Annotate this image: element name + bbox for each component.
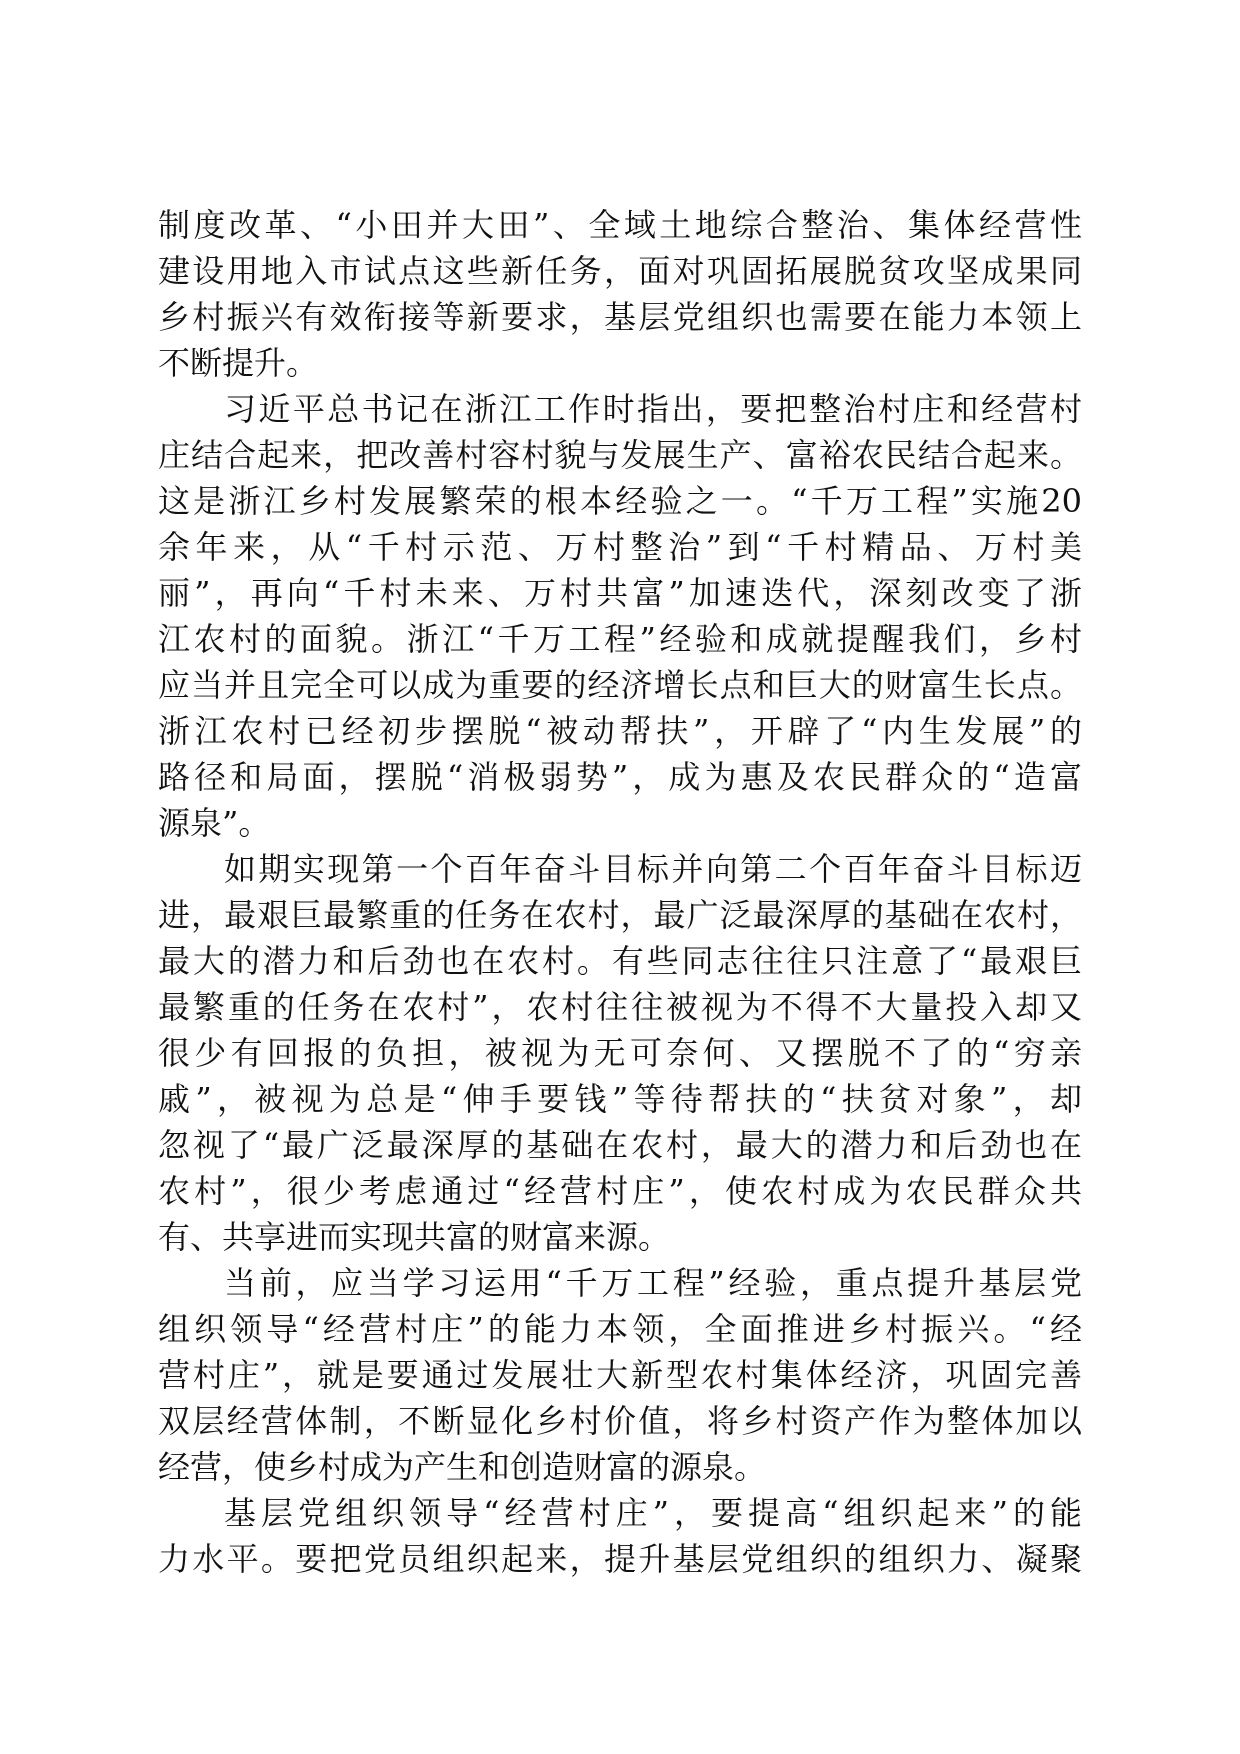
text-line: 基层党组织领导“经营村庄”，要提高“组织起来”的能 — [224, 1494, 1082, 1532]
text-line: 力水平。要把党员组织起来，提升基层党组织的组织力、凝聚 — [158, 1540, 1082, 1578]
paragraph-5 — [158, 1490, 1082, 1582]
text-line: 浙江农村已经初步摆脱“被动帮扶”，开辟了“内生发展”的 — [158, 712, 1082, 750]
text-line: 农村”，很少考虑通过“经营村庄”，使农村成为农民群众共 — [158, 1172, 1082, 1210]
text-line: 江农村的面貌。浙江“千万工程”经验和成就提醒我们，乡村 — [158, 620, 1082, 658]
text-line: 余年来，从“千村示范、万村整治”到“千村精品、万村美 — [158, 528, 1082, 566]
paragraph-4 — [158, 1260, 1082, 1490]
text-line: 进，最艰巨最繁重的任务在农村，最广泛最深厚的基础在农村， — [158, 896, 1082, 934]
text-line: 营村庄”，就是要通过发展壮大新型农村集体经济，巩固完善 — [158, 1356, 1082, 1394]
body-text — [158, 202, 1082, 1582]
paragraph-3 — [158, 846, 1082, 1260]
text-line: 最繁重的任务在农村”，农村往往被视为不得不大量投入却又 — [158, 988, 1082, 1026]
text-line: 建设用地入市试点这些新任务，面对巩固拓展脱贫攻坚成果同 — [158, 252, 1082, 290]
text-line: 应当并且完全可以成为重要的经济增长点和巨大的财富生长点。 — [158, 666, 1082, 704]
text-line: 丽”，再向“千村未来、万村共富”加速迭代，深刻改变了浙 — [158, 574, 1082, 612]
text-line: 如期实现第一个百年奋斗目标并向第二个百年奋斗目标迈 — [224, 850, 1082, 888]
paragraph-1 — [158, 202, 1082, 386]
text-line: 当前，应当学习运用“千万工程”经验，重点提升基层党 — [224, 1264, 1082, 1302]
text-line: 这是浙江乡村发展繁荣的根本经验之一。“千万工程”实施20 — [158, 482, 1082, 520]
text-line: 双层经营体制，不断显化乡村价值，将乡村资产作为整体加以 — [158, 1402, 1082, 1440]
text-line: 路径和局面，摆脱“消极弱势”，成为惠及农民群众的“造富 — [158, 758, 1082, 796]
text-line: 源泉”。 — [158, 804, 271, 842]
text-line: 有、共享进而实现共富的财富来源。 — [158, 1218, 671, 1256]
text-line: 经营，使乡村成为产生和创造财富的源泉。 — [158, 1448, 767, 1486]
text-line: 忽视了“最广泛最深厚的基础在农村，最大的潜力和后劲也在 — [158, 1126, 1082, 1164]
text-line: 戚”，被视为总是“伸手要钱”等待帮扶的“扶贫对象”，却 — [158, 1080, 1082, 1118]
text-line: 很少有回报的负担，被视为无可奈何、又摆脱不了的“穷亲 — [158, 1034, 1082, 1072]
paragraph-2 — [158, 386, 1082, 846]
text-line: 习近平总书记在浙江工作时指出，要把整治村庄和经营村 — [224, 390, 1082, 428]
text-line: 最大的潜力和后劲也在农村。有些同志往往只注意了“最艰巨 — [158, 942, 1082, 980]
text-line: 制度改革、“小田并大田”、全域土地综合整治、集体经营性 — [158, 206, 1082, 244]
text-line: 庄结合起来，把改善村容村貌与发展生产、富裕农民结合起来。 — [158, 436, 1082, 474]
text-line: 不断提升。 — [158, 344, 319, 382]
text-line: 组织领导“经营村庄”的能力本领，全面推进乡村振兴。“经 — [158, 1310, 1082, 1348]
text-line: 乡村振兴有效衔接等新要求，基层党组织也需要在能力本领上 — [158, 298, 1082, 336]
